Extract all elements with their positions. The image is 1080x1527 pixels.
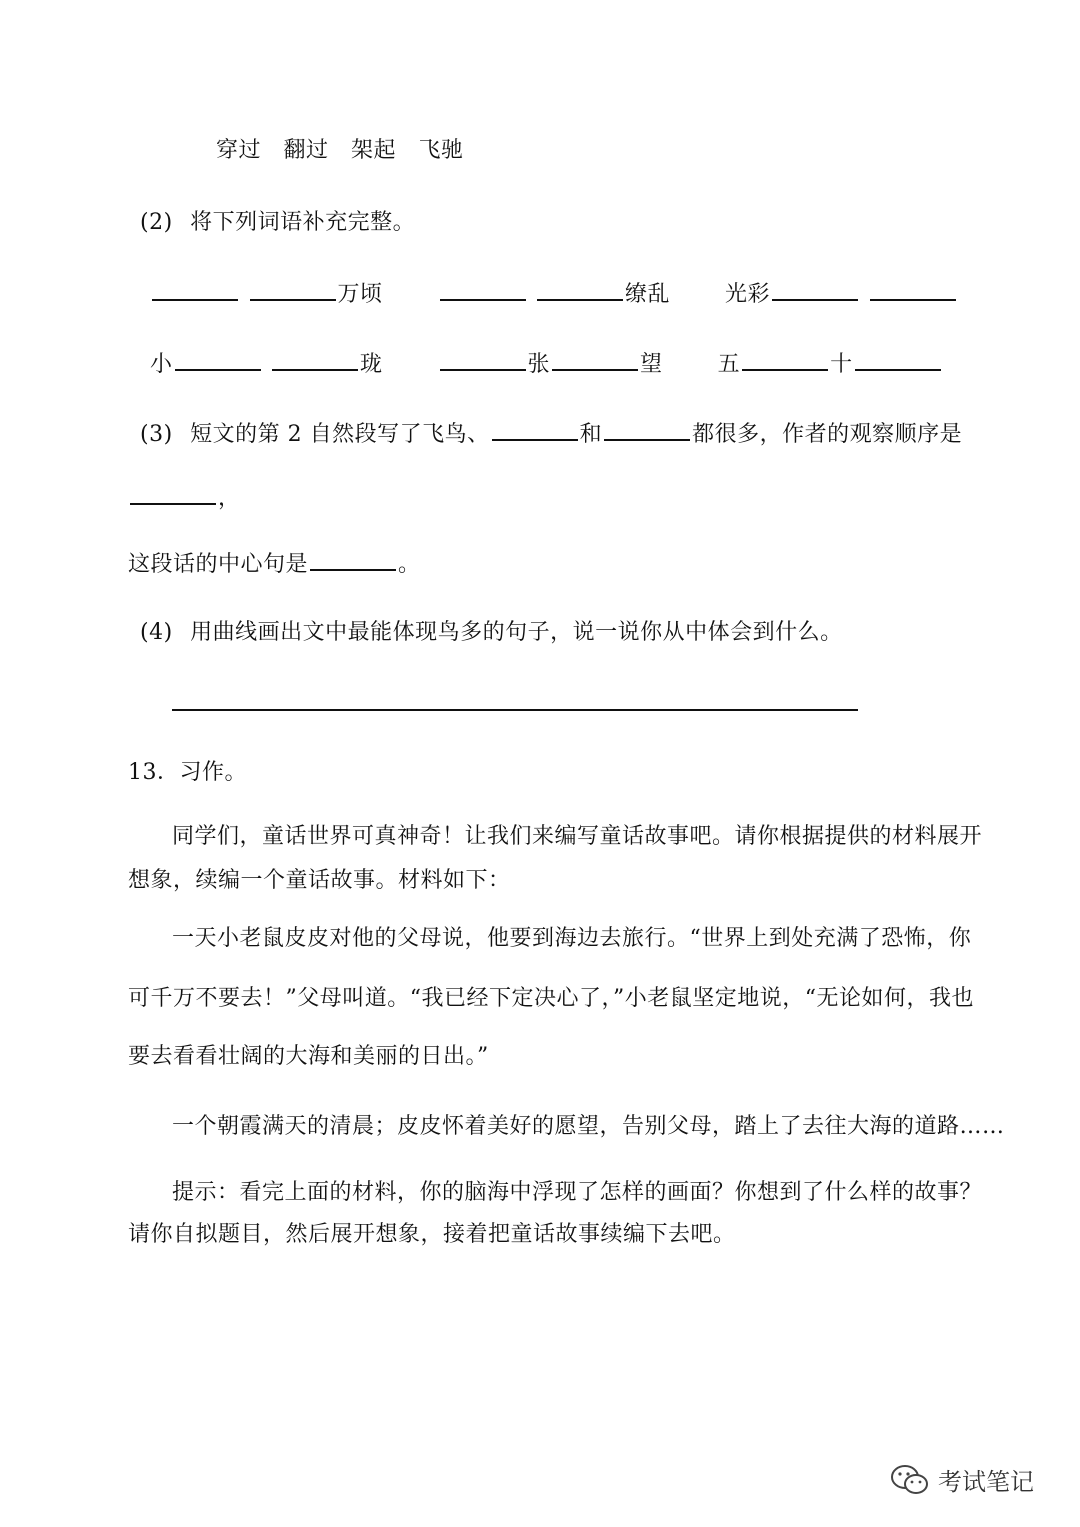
word-fragment: 望 [640, 352, 663, 377]
question-3 [140, 419, 962, 449]
q13-heading: 13．习作。 [128, 760, 247, 785]
answer-line[interactable] [172, 709, 858, 711]
q4-text: 用曲线画出文中最能体现鸟多的句子，说一说你从中体会到什么。 [190, 620, 843, 645]
word-fragment: 缭乱 [625, 282, 671, 307]
q13-hint-line1: 提示：看完上面的材料，你的脑海中浮现了怎样的画面？你想到了什么样的故事？ [172, 1180, 983, 1205]
q3-central-sentence [128, 549, 421, 579]
blank[interactable] [870, 279, 956, 301]
blank[interactable] [130, 483, 216, 505]
q13-hint-line2: 请你自拟题目，然后展开想象，接着把童话故事续编下去吧。 [128, 1222, 736, 1247]
word-fragment: 五 [717, 352, 741, 377]
q13-para2-line1: 一天小老鼠皮皮对他的父母说，他要到海边去旅行。“世界上到处充满了恐怖，你 [172, 926, 972, 951]
blank[interactable] [310, 549, 396, 571]
q2-label: (2) [140, 210, 173, 235]
word-fragment: 张 [527, 352, 551, 377]
words-line: 穿过 翻过 架起 飞驰 [216, 138, 464, 163]
word-fragment: 光彩 [725, 282, 771, 307]
question-4 [140, 619, 843, 647]
q13-para2-line3: 要去看看壮阔的大海和美丽的日出。” [128, 1044, 489, 1069]
q3-text: 短文的第 2 自然段写了飞鸟、 [190, 422, 490, 447]
word-fragment: 十 [830, 352, 853, 377]
q3-period: 。 [398, 552, 421, 577]
blank[interactable] [440, 349, 526, 371]
blank[interactable] [492, 419, 578, 441]
q2-text: 将下列词语补充完整。 [190, 210, 416, 235]
watermark [890, 1462, 1034, 1497]
q13-para2-line2: 可千万不要去！”父母叫道。“我已经下定决心了，”小老鼠坚定地说，“无论如何，我也 [128, 986, 974, 1011]
word-fragment: 小 [150, 352, 173, 377]
blank[interactable] [552, 349, 638, 371]
q2-blanks-row-1 [150, 279, 958, 309]
blank[interactable] [272, 349, 358, 371]
question-2 [140, 209, 415, 237]
watermark-text: 考试笔记 [938, 1468, 1034, 1496]
blank[interactable] [175, 349, 261, 371]
blank[interactable] [152, 279, 238, 301]
blank[interactable] [604, 419, 690, 441]
q3-central-text: 这段话的中心句是 [128, 552, 309, 577]
blank[interactable] [250, 279, 336, 301]
blank[interactable] [855, 349, 941, 371]
q13-para3: 一个朝霞满天的清晨；皮皮怀着美好的愿望，告别父母，踏上了去往大海的道路…… [172, 1114, 1005, 1139]
blank[interactable] [537, 279, 623, 301]
word-fragment: 珑 [360, 352, 383, 377]
word-fragment: 万顷 [337, 282, 383, 307]
q3-comma: ， [218, 486, 241, 511]
q3-text-after: 都很多，作者的观察顺序是 [692, 422, 963, 447]
blank[interactable] [772, 279, 858, 301]
q4-label: (4) [140, 620, 173, 645]
wechat-icon [890, 1463, 930, 1497]
q3-label: (3) [140, 422, 173, 447]
blank[interactable] [742, 349, 828, 371]
q2-blanks-row-2 [150, 349, 943, 379]
q13-para1-line2: 想象，续编一个童话故事。材料如下： [128, 868, 511, 893]
blank[interactable] [440, 279, 526, 301]
q3-order-line [128, 483, 241, 513]
q3-and: 和 [579, 422, 603, 447]
q13-para1-line1: 同学们，童话世界可真神奇！让我们来编写童话故事吧。请你根据提供的材料展开 [172, 824, 983, 849]
